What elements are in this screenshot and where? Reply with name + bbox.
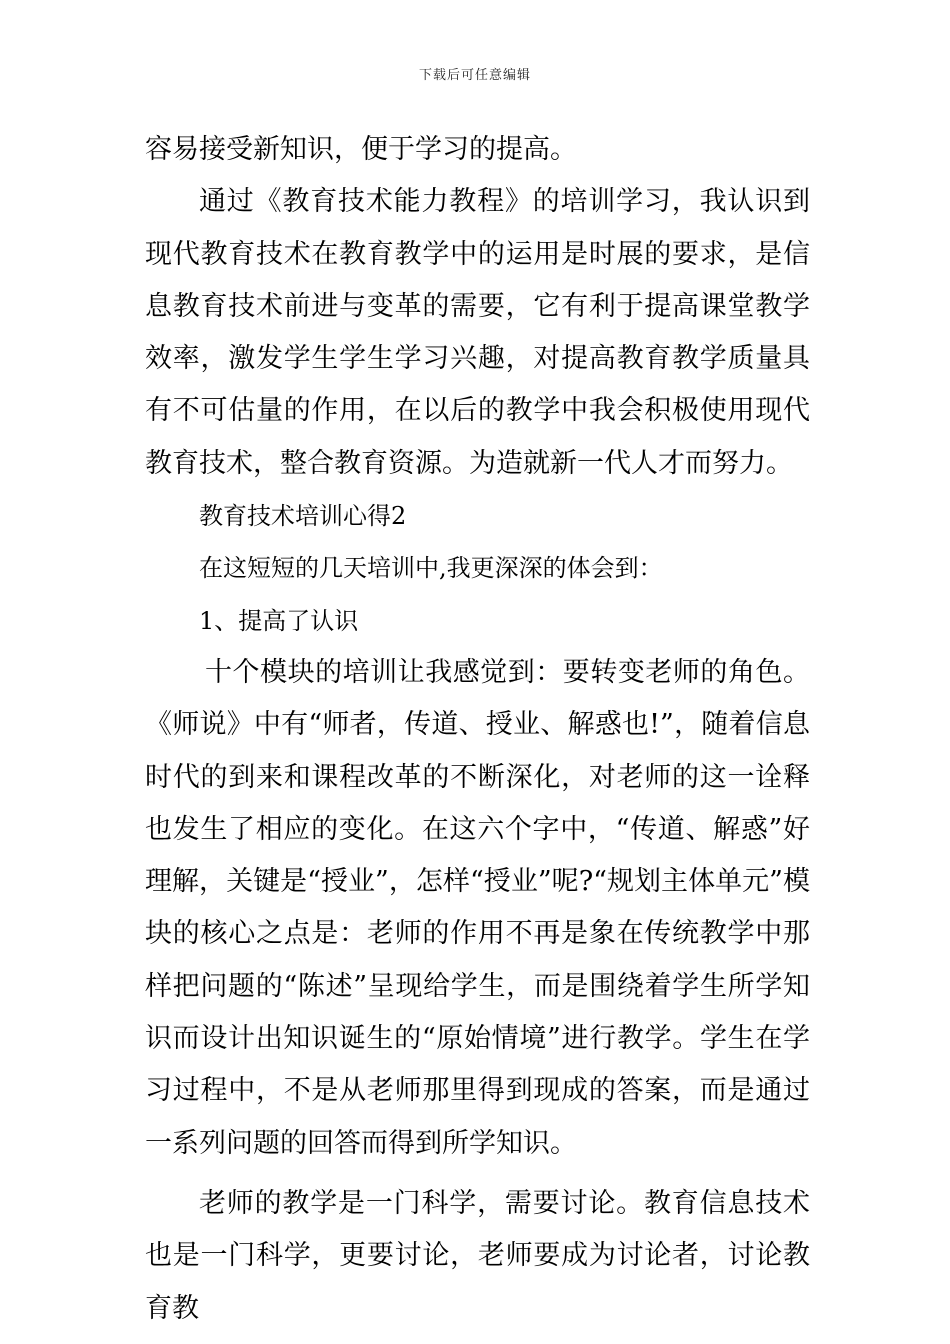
paragraph-2: 通过《教育技术能力教程》的培训学习，我认识到现代教育技术在教育教学中的运用是时展的要求，是信息教育技术前进与变革的需要，它有利于提高课堂教学效率，激发学生学生学习兴趣，对提高教育教学质量具有不可估量的作用，在以后的教学中我会积极使用现代教育技术，整合教育资源。为造就新一代人才而努力。 [145, 186, 810, 479]
paragraph-4: 老师的教学是一门科学，需要讨论。教育信息技术也是一门科学，更要讨论，老师要成为讨论者，讨论教育教 [145, 1187, 810, 1324]
paragraph-3: 十个模块的培训让我感觉到：要转变老师的角色。《师说》中有“师者，传道、授业、解惑也!”，随着信息时代的到来和课程改革的不断深化，对老师的这一诠释也发生了相应的变化。在这六个字中，“传道、解惑”好理解，关键是“授业”，怎样“授业”呢?“规划主体单元”模块的核心之点是：老师的作用不再是象在传统教学中那样把问题的“陈述”呈现给学生，而是围绕着学生所学知识而设计出知识诞生的“原始情境”进行教学。学生在学习过程中，不是从老师那里得到现成的答案，而是通过一系列问题的回答而得到所学知识。 [145, 656, 810, 1159]
page-header: 下载后可任意编辑 [418, 68, 531, 83]
document-body [145, 124, 810, 1335]
section-heading: 教育技术培训心得2 [199, 502, 407, 531]
list-item-1: 1、提高了认识 [199, 606, 359, 635]
paragraph-intro: 在这短短的几天培训中,我更深深的体会到： [199, 554, 663, 583]
paragraph-1: 容易接受新知识，便于学习的提高。 [145, 134, 577, 165]
